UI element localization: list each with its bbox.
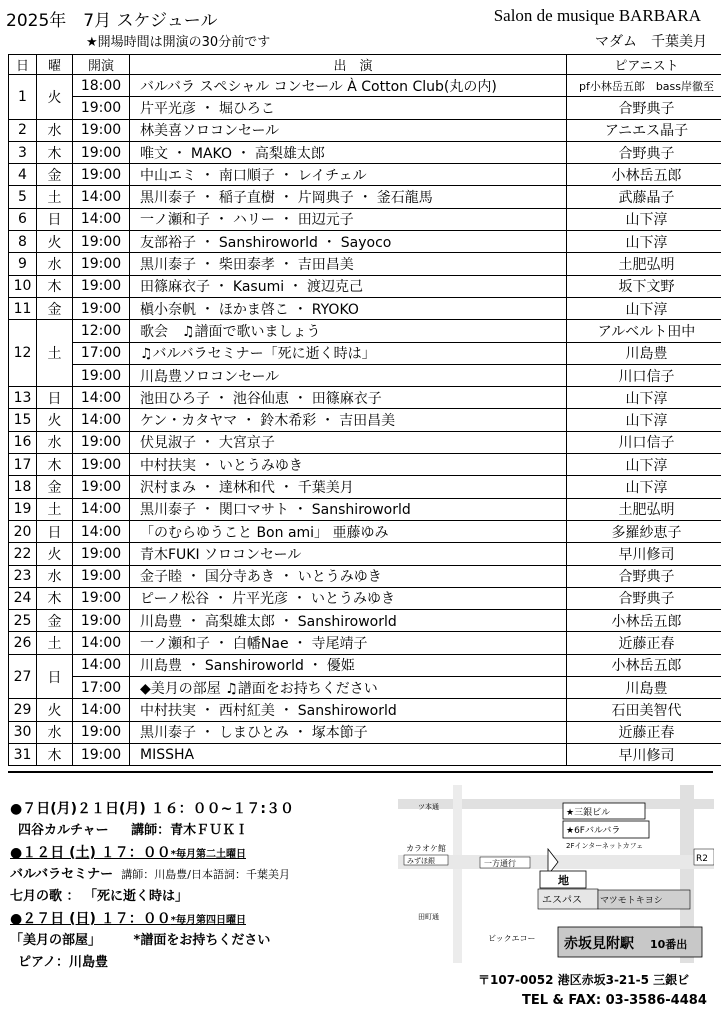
weekday-cell: 土 [37, 498, 73, 520]
song-of-month: 七月の歌 ： 「死に逝く時は」 [10, 889, 189, 904]
map-label-matsumoto: マツモトキヨシ [600, 896, 663, 906]
schedule-row [9, 610, 721, 632]
performers-cell: 黒川泰子 ・ 稲子直樹 ・ 片岡典子 ・ 釜石龍馬 [130, 186, 567, 208]
time-cell: 19:00 [73, 476, 130, 498]
pianist-cell: 近藤正春 [567, 632, 721, 654]
schedule-row [9, 743, 721, 765]
map-label-espace: エスパス [542, 895, 582, 906]
pianist-cell: 川島豊 [567, 342, 721, 364]
pianist-cell: 小林岳五郎 [567, 654, 721, 676]
performers-cell: ◆美月の部屋 ♫譜面をお持ちください [130, 677, 567, 699]
time-cell: 19:00 [73, 587, 130, 609]
performers-cell: 一ノ瀬和子 ・ 白幡Nae ・ 寺尾靖子 [130, 632, 567, 654]
pianist-cell: 山下淳 [567, 208, 721, 230]
performers-cell: 友部裕子 ・ Sanshiroworld ・ Sayoco [130, 231, 567, 253]
schedule-row [9, 431, 721, 453]
weekday-cell: 火 [37, 75, 73, 120]
weekday-cell: 火 [37, 231, 73, 253]
pianist-cell: アニエス晶子 [567, 119, 721, 141]
opening-note: ★開場時間は開演の30分前です [86, 35, 271, 50]
performers-cell: 黒川泰子 ・ しまひとみ ・ 塚本節子 [130, 721, 567, 743]
day-cell: 25 [9, 610, 37, 632]
mitsuki-schedule-note: *毎月第四日曜日 [170, 915, 246, 926]
seminar-date: ●１２日 (土) １７：００ [10, 845, 171, 861]
pianist-cell: 山下淳 [567, 297, 721, 319]
seminar-line [10, 864, 294, 886]
weekday-cell: 木 [37, 587, 73, 609]
time-cell: 19:00 [73, 231, 130, 253]
weekday-cell: 日 [37, 654, 73, 699]
performers-cell: 池田ひろ子 ・ 池谷仙恵 ・ 田篠麻衣子 [130, 387, 567, 409]
time-cell: 19:00 [73, 275, 130, 297]
schedule-row [9, 364, 721, 386]
pianist-cell: 坂下文野 [567, 275, 721, 297]
time-cell: 19:00 [73, 253, 130, 275]
pianist-cell: 武藤晶子 [567, 186, 721, 208]
pianist-cell: 早川修司 [567, 743, 721, 765]
day-cell: 24 [9, 587, 37, 609]
day-cell: 22 [9, 543, 37, 565]
schedule-row [9, 677, 721, 699]
weekday-cell: 水 [37, 119, 73, 141]
pianist-cell: 石田美智代 [567, 699, 721, 721]
performers-cell: 「のむらゆうこと Bon ami」 亜藤ゆみ [130, 520, 567, 542]
performers-cell: 林美喜ソロコンセール [130, 119, 567, 141]
salon-name: Salon de musique BARBARA [493, 6, 701, 25]
yotsuya-date: ●７日(月)２１日(月) １６：００~１７:３０ [10, 801, 295, 817]
schedule-row [9, 297, 721, 319]
yotsuya-name: 四谷カルチャー [18, 823, 109, 838]
seminar-teacher: 講師：川島豊/日本語詞：千葉美月 [121, 868, 290, 881]
weekday-cell: 日 [37, 520, 73, 542]
yotsuya-line [10, 820, 294, 842]
performers-cell: 歌会 ♫譜面で歌いましょう [130, 320, 567, 342]
time-cell: 19:00 [73, 364, 130, 386]
performers-cell: 青木FUKI ソロコンセール [130, 543, 567, 565]
day-cell: 8 [9, 231, 37, 253]
time-cell: 19:00 [73, 431, 130, 453]
day-cell: 27 [9, 654, 37, 699]
performers-cell: 黒川泰子 ・ 関口マサト ・ Sanshiroworld [130, 498, 567, 520]
map-label-bigecho: ビックエコー [488, 934, 536, 943]
schedule-row [9, 699, 721, 721]
schedule-row [9, 186, 721, 208]
day-cell: 10 [9, 275, 37, 297]
schedule-row [9, 409, 721, 431]
weekday-cell: 火 [37, 543, 73, 565]
time-cell: 14:00 [73, 186, 130, 208]
schedule-row [9, 387, 721, 409]
schedule-row [9, 342, 721, 364]
time-cell: 19:00 [73, 297, 130, 319]
weekday-cell: 木 [37, 141, 73, 163]
time-cell: 19:00 [73, 97, 130, 119]
day-cell: 12 [9, 320, 37, 387]
map-label-r2: R2 [696, 854, 708, 864]
day-cell: 17 [9, 454, 37, 476]
pianist-cell: 川島豊 [567, 677, 721, 699]
mitsuki-line [10, 930, 294, 952]
performers-cell: MISSHA [130, 743, 567, 765]
day-cell: 31 [9, 743, 37, 765]
schedule-row [9, 275, 721, 297]
events-info [10, 798, 294, 974]
phone-fax: TEL & FAX: 03-3586-4484 [522, 993, 707, 1008]
pianist-cell: 小林岳五郎 [567, 610, 721, 632]
performers-cell: 唯文 ・ MAKO ・ 高梨雄太郎 [130, 141, 567, 163]
weekday-cell: 木 [37, 454, 73, 476]
pianist-cell: 川口信子 [567, 364, 721, 386]
pianist-cell: 土肥弘明 [567, 498, 721, 520]
map-road-top [398, 799, 714, 809]
schedule-row [9, 75, 721, 97]
schedule-row [9, 520, 721, 542]
day-cell: 18 [9, 476, 37, 498]
bring-score-note: *譜面をお持ちください [133, 933, 271, 948]
map-label-internet: 2Fインターネットカフェ [566, 842, 644, 850]
day-cell: 26 [9, 632, 37, 654]
schedule-row [9, 587, 721, 609]
time-cell: 19:00 [73, 119, 130, 141]
performers-cell: 中山エミ ・ 南口順子 ・ レイチェル [130, 164, 567, 186]
performers-cell: 中村扶実 ・ 西村紅美 ・ Sanshiroworld [130, 699, 567, 721]
weekday-cell: 木 [37, 743, 73, 765]
performers-cell: 川島豊 ・ 高梨雄太郎 ・ Sanshiroworld [130, 610, 567, 632]
schedule-row [9, 253, 721, 275]
mitsuki-date: ●２７日 (日) １７：００ [10, 911, 171, 927]
schedule-row [9, 208, 721, 230]
weekday-cell: 土 [37, 632, 73, 654]
performers-cell: 黒川泰子 ・ 柴田泰孝 ・ 吉田昌美 [130, 253, 567, 275]
performers-cell: 中村扶実 ・ いとうみゆき [130, 454, 567, 476]
pianist-cell: アルベルト田中 [567, 320, 721, 342]
day-cell: 5 [9, 186, 37, 208]
weekday-cell: 水 [37, 721, 73, 743]
performers-cell: バルバラ スペシャル コンセール À Cotton Club(丸の内) [130, 75, 567, 97]
time-cell: 17:00 [73, 342, 130, 364]
pianist-cell: 山下淳 [567, 231, 721, 253]
schedule-row [9, 476, 721, 498]
day-cell: 4 [9, 164, 37, 186]
map-street-left [453, 785, 462, 963]
time-cell: 14:00 [73, 632, 130, 654]
yotsuya-teacher: 講師：青木ＦＵＫＩ [131, 823, 249, 838]
day-cell: 19 [9, 498, 37, 520]
performers-cell: 川島豊 ・ Sanshiroworld ・ 優姫 [130, 654, 567, 676]
schedule-row [9, 498, 721, 520]
time-cell: 12:00 [73, 320, 130, 342]
pianist-cell: 近藤正春 [567, 721, 721, 743]
pianist-cell: 山下淳 [567, 476, 721, 498]
pianist-cell: 土肥弘明 [567, 253, 721, 275]
weekday-cell: 水 [37, 431, 73, 453]
day-cell: 1 [9, 75, 37, 120]
access-map [398, 785, 714, 963]
header [0, 0, 721, 60]
performers-cell: 田篠麻衣子 ・ Kasumi ・ 渡辺克己 [130, 275, 567, 297]
map-label-tamachi: 田町通 [418, 913, 439, 921]
time-cell: 19:00 [73, 610, 130, 632]
time-cell: 14:00 [73, 520, 130, 542]
day-cell: 9 [9, 253, 37, 275]
schedule-row [9, 543, 721, 565]
time-cell: 14:00 [73, 654, 130, 676]
map-label-station: 赤坂見附駅 [564, 936, 634, 952]
time-cell: 19:00 [73, 164, 130, 186]
day-cell: 30 [9, 721, 37, 743]
time-cell: 19:00 [73, 454, 130, 476]
seminar-date-line [10, 842, 294, 864]
seminar-name: バルバラセミナー [10, 867, 114, 882]
day-cell: 11 [9, 297, 37, 319]
pianist-cell: 早川修司 [567, 543, 721, 565]
schedule-row [9, 119, 721, 141]
weekday-cell: 火 [37, 699, 73, 721]
schedule-row [9, 454, 721, 476]
header-weekday: 曜 [37, 55, 73, 75]
day-cell: 13 [9, 387, 37, 409]
performers-cell: ♫バルバラセミナー「死に逝く時は」 [130, 342, 567, 364]
schedule-row [9, 141, 721, 163]
map-label-barbara: ★6Fバルバラ [566, 826, 621, 836]
map-label-exit: 10番出 [650, 938, 688, 951]
weekday-cell: 木 [37, 275, 73, 297]
map-label-karaoke: カラオケ館 [406, 844, 446, 853]
performers-cell: 沢村まみ ・ 達林和代 ・ 千葉美月 [130, 476, 567, 498]
map-label-sangin: ★三銀ビル [566, 808, 611, 818]
time-cell: 14:00 [73, 409, 130, 431]
schedule-row [9, 654, 721, 676]
schedule-row [9, 565, 721, 587]
day-cell: 29 [9, 699, 37, 721]
time-cell: 17:00 [73, 677, 130, 699]
time-cell: 14:00 [73, 208, 130, 230]
time-cell: 14:00 [73, 387, 130, 409]
address: 〒107-0052 港区赤坂3-21-5 三銀ビ [478, 973, 690, 987]
performers-cell: ケン・カタヤマ ・ 鈴木希彩 ・ 吉田昌美 [130, 409, 567, 431]
map-label-tsu: ツ本通 [418, 803, 439, 811]
schedule-row [9, 632, 721, 654]
weekday-cell: 金 [37, 297, 73, 319]
map-label-oneway: 一方通行 [484, 859, 516, 868]
pianist-cell: 山下淳 [567, 454, 721, 476]
header-day: 日 [9, 55, 37, 75]
pianist-cell: 多羅紗恵子 [567, 520, 721, 542]
pianist-cell: 合野典子 [567, 565, 721, 587]
pianist-cell: 合野典子 [567, 97, 721, 119]
header-performers: 出 演 [130, 55, 567, 75]
performers-cell: 金子睦 ・ 国分寺あき ・ いとうみゆき [130, 565, 567, 587]
pianist-cell: pf小林岳五郎 bass岸徹至 [567, 75, 721, 97]
pianist-cell: 小林岳五郎 [567, 164, 721, 186]
mitsuki-date-line [10, 908, 294, 930]
time-cell: 19:00 [73, 743, 130, 765]
performers-cell: 槇小奈帆 ・ ほかま啓こ ・ RYOKO [130, 297, 567, 319]
weekday-cell: 火 [37, 409, 73, 431]
schedule-row [9, 164, 721, 186]
day-cell: 15 [9, 409, 37, 431]
day-cell: 16 [9, 431, 37, 453]
weekday-cell: 水 [37, 565, 73, 587]
weekday-cell: 土 [37, 186, 73, 208]
schedule-row [9, 97, 721, 119]
weekday-cell: 水 [37, 253, 73, 275]
header-start-time: 開演 [73, 55, 130, 75]
schedule-table [8, 54, 721, 766]
header-pianist: ピアニスト [567, 55, 721, 75]
day-cell: 23 [9, 565, 37, 587]
day-cell: 20 [9, 520, 37, 542]
schedule-row [9, 721, 721, 743]
schedule-row [9, 231, 721, 253]
pianist-cell: 合野典子 [567, 141, 721, 163]
pianist-cell: 川口信子 [567, 431, 721, 453]
madam-name: マダム 千葉美月 [595, 34, 707, 50]
pianist-cell: 山下淳 [567, 409, 721, 431]
weekday-cell: 金 [37, 610, 73, 632]
seminar-schedule-note: *毎月第二土曜日 [170, 849, 246, 860]
schedule-header-row [9, 55, 721, 75]
map-label-subway: 地 [558, 874, 569, 887]
time-cell: 14:00 [73, 699, 130, 721]
pianist-cell: 山下淳 [567, 387, 721, 409]
map-label-mizuho: みずほ銀 [407, 857, 435, 865]
time-cell: 14:00 [73, 498, 130, 520]
time-cell: 19:00 [73, 543, 130, 565]
day-cell: 3 [9, 141, 37, 163]
day-cell: 2 [9, 119, 37, 141]
section-divider [8, 771, 713, 773]
schedule-row [9, 320, 721, 342]
weekday-cell: 土 [37, 320, 73, 387]
weekday-cell: 金 [37, 476, 73, 498]
page-title: 2025年 7月 スケジュール [6, 11, 218, 31]
pianist-cell: 合野典子 [567, 587, 721, 609]
time-cell: 18:00 [73, 75, 130, 97]
performers-cell: ピーノ松谷 ・ 片平光彦 ・ いとうみゆき [130, 587, 567, 609]
time-cell: 19:00 [73, 721, 130, 743]
time-cell: 19:00 [73, 141, 130, 163]
weekday-cell: 日 [37, 387, 73, 409]
weekday-cell: 金 [37, 164, 73, 186]
mitsuki-piano: ピアノ：川島豊 [18, 955, 108, 970]
performers-cell: 片平光彦 ・ 堀ひろこ [130, 97, 567, 119]
weekday-cell: 日 [37, 208, 73, 230]
performers-cell: 伏見淑子 ・ 大宮京子 [130, 431, 567, 453]
performers-cell: 一ノ瀬和子 ・ ハリー ・ 田辺元子 [130, 208, 567, 230]
day-cell: 6 [9, 208, 37, 230]
time-cell: 19:00 [73, 565, 130, 587]
performers-cell: 川島豊ソロコンセール [130, 364, 567, 386]
mitsuki-room: 「美月の部屋」 [10, 933, 102, 948]
